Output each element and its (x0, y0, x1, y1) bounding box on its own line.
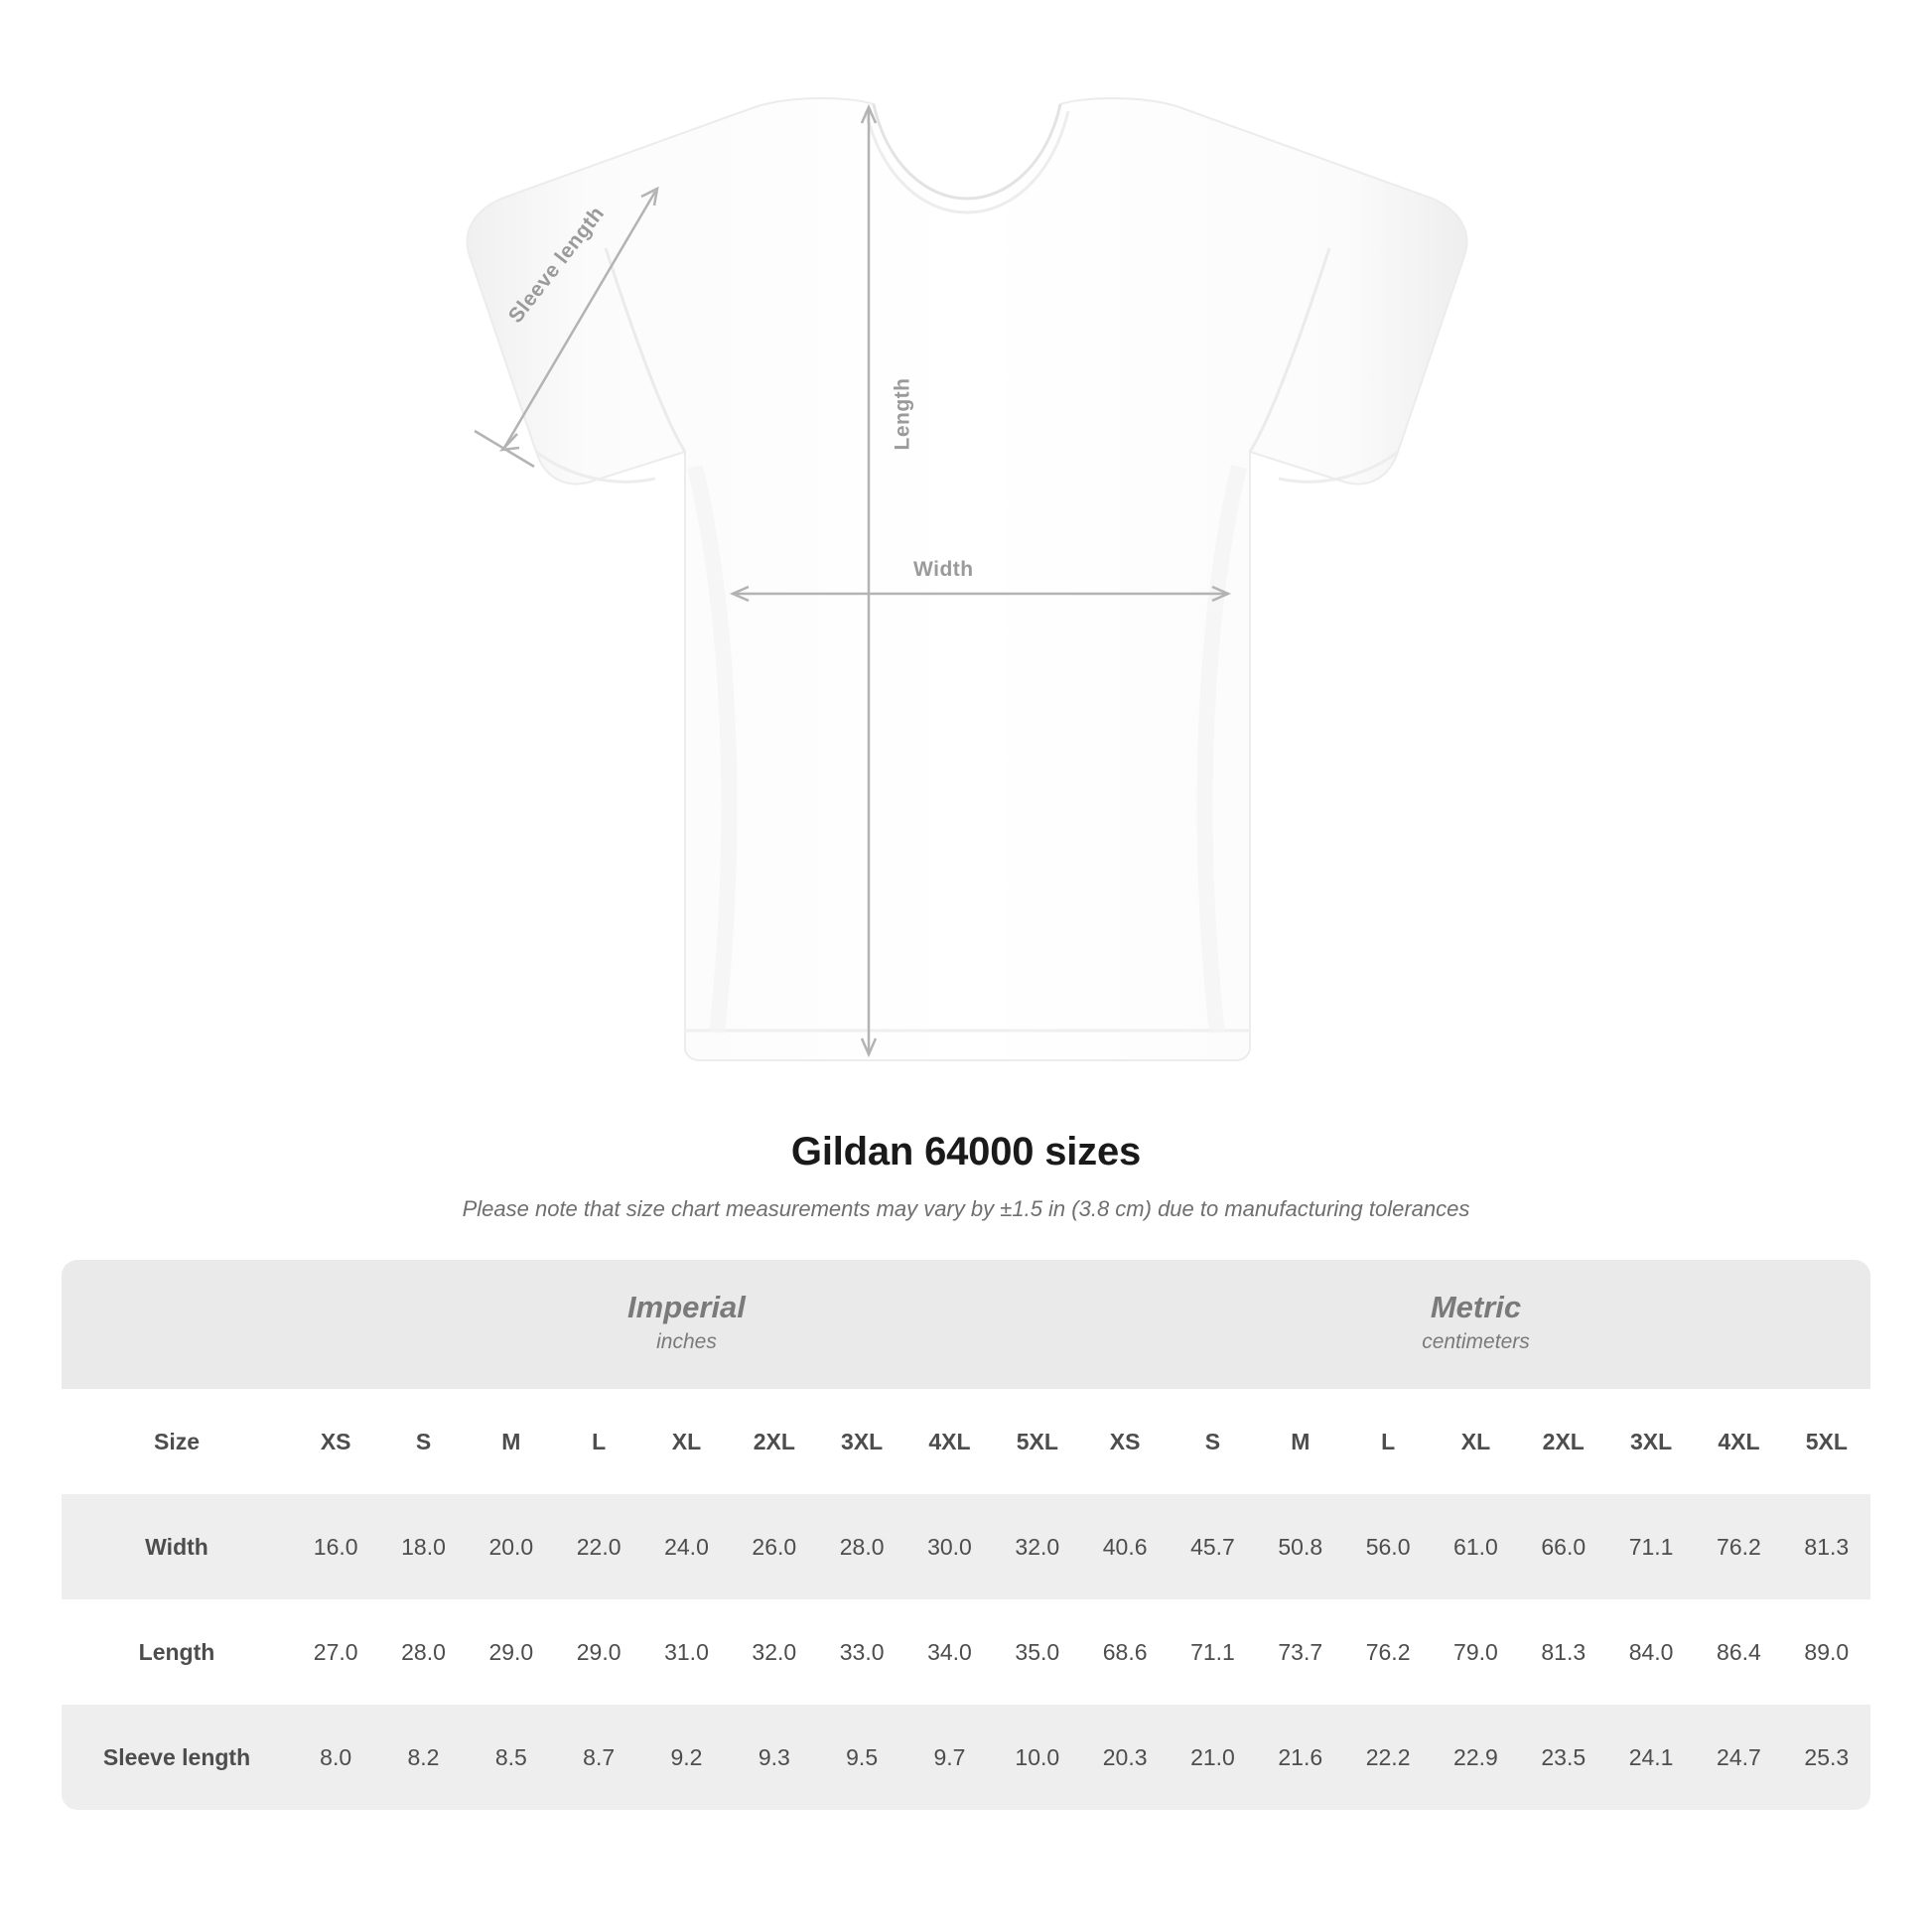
size-header-cell: XS (292, 1389, 379, 1494)
size-header-cell: XS (1081, 1389, 1169, 1494)
table-row (62, 1705, 1870, 1810)
measurement-cell: 9.3 (731, 1705, 818, 1810)
measurement-cell: 20.3 (1081, 1705, 1169, 1810)
size-header-cell: L (555, 1389, 642, 1494)
table-row (62, 1599, 1870, 1705)
unit-group-header (1081, 1260, 1870, 1389)
table-row (62, 1494, 1870, 1599)
measurement-cell: 22.0 (555, 1494, 642, 1599)
row-label: Width (62, 1494, 292, 1599)
sleeve-length-label: Sleeve length (503, 202, 610, 328)
table-size-header-row (62, 1389, 1870, 1494)
tolerance-note: Please note that size chart measurements may vary by ±1.5 in (3.8 cm) due to manufacturing tolerances (462, 1196, 1470, 1221)
measurement-cell: 24.7 (1695, 1705, 1782, 1810)
unit-group-title: Imperial (627, 1290, 746, 1325)
measurement-cell: 30.0 (905, 1494, 993, 1599)
table-corner-cell (62, 1260, 292, 1389)
size-header-cell: 3XL (818, 1389, 905, 1494)
measurement-cell: 34.0 (905, 1599, 993, 1705)
measurement-cell: 71.1 (1169, 1599, 1256, 1705)
size-header-cell: 4XL (905, 1389, 993, 1494)
width-label: Width (913, 558, 974, 581)
measurement-cell: 22.9 (1432, 1705, 1519, 1810)
measurement-cell: 20.0 (468, 1494, 555, 1599)
measurement-cell: 22.2 (1344, 1705, 1432, 1810)
size-table (62, 1260, 1870, 1810)
size-header-cell: 2XL (1520, 1389, 1607, 1494)
measurement-cell: 21.0 (1169, 1705, 1256, 1810)
measurement-cell: 26.0 (731, 1494, 818, 1599)
measurement-cell: 84.0 (1607, 1599, 1695, 1705)
measurement-cell: 28.0 (379, 1599, 467, 1705)
measurement-cell: 79.0 (1432, 1599, 1519, 1705)
unit-group-subtitle: inches (656, 1330, 717, 1354)
size-header-cell: 3XL (1607, 1389, 1695, 1494)
size-header-cell: 4XL (1695, 1389, 1782, 1494)
size-header-cell: 5XL (994, 1389, 1081, 1494)
size-header-label: Size (62, 1389, 292, 1494)
measurement-cell: 66.0 (1520, 1494, 1607, 1599)
measurement-cell: 73.7 (1257, 1599, 1344, 1705)
size-header-cell: XL (642, 1389, 730, 1494)
measurement-cell: 89.0 (1783, 1599, 1870, 1705)
measurement-cell: 81.3 (1783, 1494, 1870, 1599)
row-label: Sleeve length (62, 1705, 292, 1810)
measurement-cell: 45.7 (1169, 1494, 1256, 1599)
measurement-cell: 32.0 (731, 1599, 818, 1705)
measurement-cell: 16.0 (292, 1494, 379, 1599)
measurement-cell: 76.2 (1344, 1599, 1432, 1705)
measurement-cell: 56.0 (1344, 1494, 1432, 1599)
measurement-cell: 71.1 (1607, 1494, 1695, 1599)
measurement-cell: 9.2 (642, 1705, 730, 1810)
size-table-wrapper (62, 1260, 1870, 1810)
measurement-cell: 8.7 (555, 1705, 642, 1810)
measurement-cell: 33.0 (818, 1599, 905, 1705)
size-header-cell: M (1257, 1389, 1344, 1494)
measurement-cell: 9.5 (818, 1705, 905, 1810)
measurement-cell: 24.1 (1607, 1705, 1695, 1810)
size-header-cell: XL (1432, 1389, 1519, 1494)
measurement-cell: 8.0 (292, 1705, 379, 1810)
size-header-cell: M (468, 1389, 555, 1494)
measurement-cell: 27.0 (292, 1599, 379, 1705)
measurement-cell: 31.0 (642, 1599, 730, 1705)
measurement-cell: 29.0 (468, 1599, 555, 1705)
row-label: Length (62, 1599, 292, 1705)
size-header-cell: L (1344, 1389, 1432, 1494)
table-unit-header-row (62, 1260, 1870, 1389)
measurement-cell: 61.0 (1432, 1494, 1519, 1599)
measurement-cell: 32.0 (994, 1494, 1081, 1599)
measurement-cell: 10.0 (994, 1705, 1081, 1810)
measurement-cell: 76.2 (1695, 1494, 1782, 1599)
measurement-cell: 35.0 (994, 1599, 1081, 1705)
measurement-cell: 24.0 (642, 1494, 730, 1599)
measurement-cell: 9.7 (905, 1705, 993, 1810)
measurement-cell: 29.0 (555, 1599, 642, 1705)
size-header-cell: 2XL (731, 1389, 818, 1494)
measurement-cell: 8.2 (379, 1705, 467, 1810)
size-header-cell: S (379, 1389, 467, 1494)
measurement-cell: 18.0 (379, 1494, 467, 1599)
page-title: Gildan 64000 sizes (790, 1130, 1142, 1173)
measurement-cell: 81.3 (1520, 1599, 1607, 1705)
measurement-cell: 50.8 (1257, 1494, 1344, 1599)
measurement-cell: 8.5 (468, 1705, 555, 1810)
measurement-cell: 86.4 (1695, 1599, 1782, 1705)
unit-group-subtitle: centimeters (1422, 1330, 1530, 1354)
measurement-cell: 40.6 (1081, 1494, 1169, 1599)
size-header-cell: 5XL (1783, 1389, 1870, 1494)
unit-group-header (292, 1260, 1081, 1389)
measurement-cell: 68.6 (1081, 1599, 1169, 1705)
unit-group-title: Metric (1430, 1290, 1522, 1325)
length-label: Length (891, 377, 914, 451)
measurement-cell: 25.3 (1783, 1705, 1870, 1810)
measurement-cell: 28.0 (818, 1494, 905, 1599)
measurement-cell: 21.6 (1257, 1705, 1344, 1810)
measurement-cell: 23.5 (1520, 1705, 1607, 1810)
size-header-cell: S (1169, 1389, 1256, 1494)
